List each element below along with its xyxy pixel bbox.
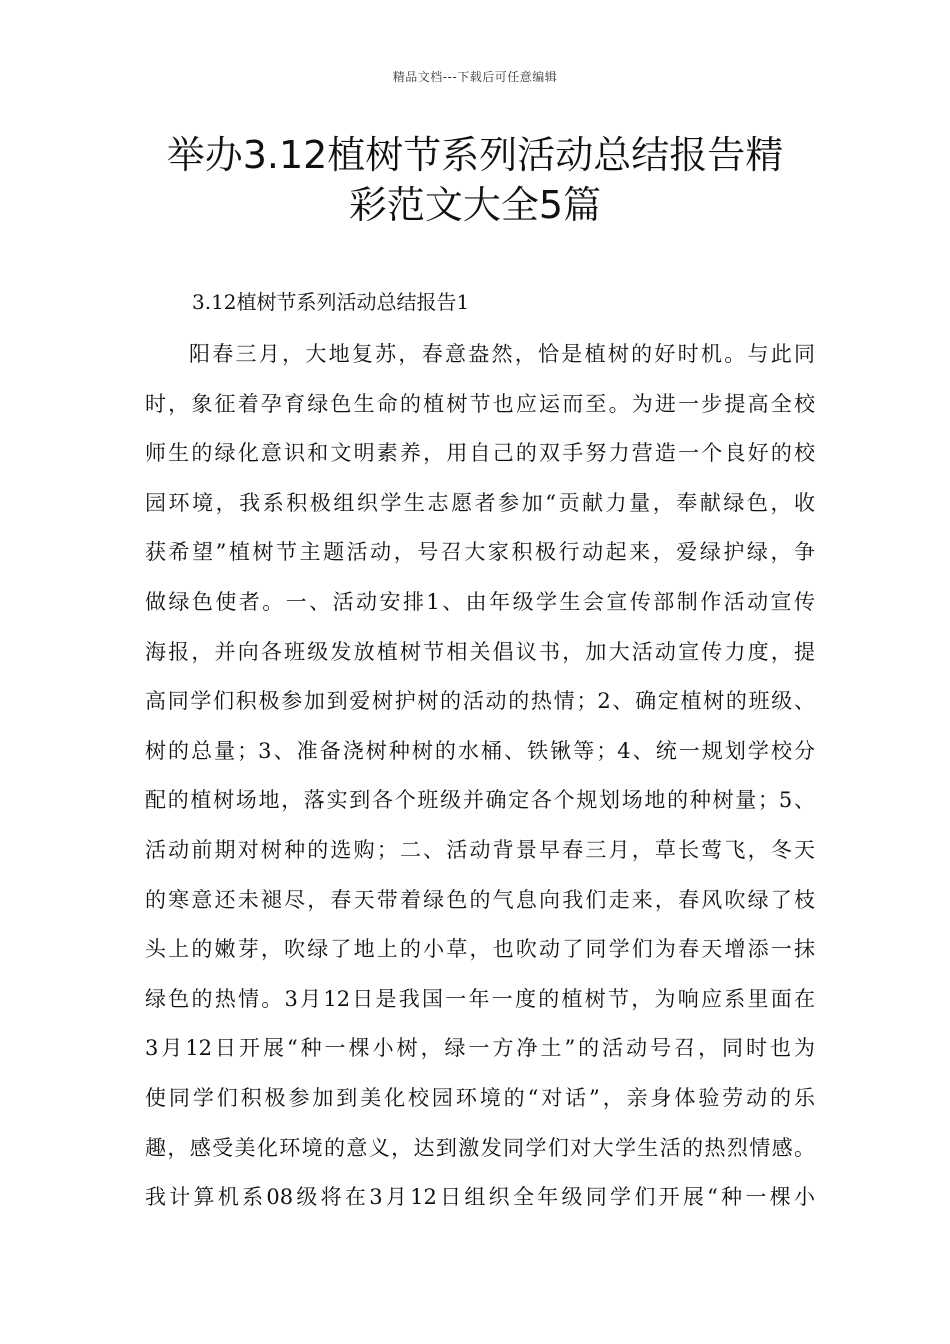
body-line: 3月12日开展“种一棵小树，绿一方净土”的活动号召，同时也为 [145, 1036, 815, 1061]
document-title [140, 130, 810, 230]
body-line: 高同学们积极参加到爱树护树的活动的热情；2、确定植树的班级、 [145, 689, 815, 714]
title-line-2: 彩范文大全5篇 [348, 183, 602, 227]
body-line: 使同学们积极参加到美化校园环境的“对话”，亲身体验劳动的乐 [145, 1085, 815, 1110]
section-heading: 3.12植树节系列活动总结报告1 [192, 290, 470, 314]
body-line: 做绿色使者。一、活动安排1、由年级学生会宣传部制作活动宣传 [145, 589, 815, 614]
body-line: 配的植树场地，落实到各个班级并确定各个规划场地的种树量；5、 [145, 788, 815, 813]
body-line: 头上的嫩芽，吹绿了地上的小草，也吹动了同学们为春天增添一抹 [145, 937, 815, 962]
body-line: 我计算机系08级将在3月12日组织全年级同学们开展“种一棵小 [145, 1185, 815, 1210]
body-line: 获希望”植树节主题活动，号召大家积极行动起来，爱绿护绿，争 [145, 540, 815, 565]
body-text [145, 330, 815, 1223]
body-line: 海报，并向各班级发放植树节相关倡议书，加大活动宣传力度，提 [145, 639, 815, 664]
body-line: 趣，感受美化环境的意义，达到激发同学们对大学生活的热烈情感。 [145, 1135, 815, 1160]
body-line: 绿色的热情。3月12日是我国一年一度的植树节，为响应系里面在 [145, 986, 815, 1011]
body-line: 时，象征着孕育绿色生命的植树节也应运而至。为进一步提高全校 [145, 391, 815, 416]
header-note: 精品文档---下载后可任意编辑 [392, 70, 558, 84]
body-line: 师生的绿化意识和文明素养，用自己的双手努力营造一个良好的校 [145, 441, 815, 466]
body-line: 的寒意还未褪尽，春天带着绿色的气息向我们走来，春风吹绿了枝 [145, 887, 815, 912]
body-line: 阳春三月，大地复苏，春意盎然，恰是植树的好时机。与此同 [189, 342, 815, 366]
title-line-1: 举办3.12植树节系列活动总结报告精 [166, 133, 784, 177]
body-line: 活动前期对树种的选购；二、活动背景早春三月，草长莺飞，冬天 [145, 837, 815, 862]
body-line: 树的总量；3、准备浇树种树的水桶、铁锹等；4、统一规划学校分 [145, 738, 815, 763]
body-line: 园环境，我系积极组织学生志愿者参加“贡献力量，奉献绿色，收 [145, 490, 815, 515]
